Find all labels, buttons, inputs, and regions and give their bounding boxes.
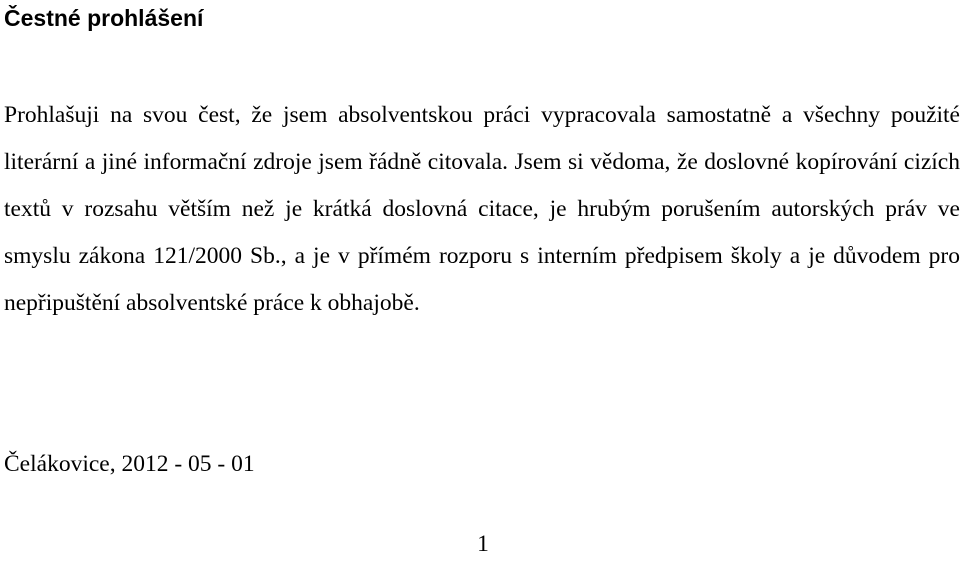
page-number: 1 bbox=[477, 531, 489, 557]
page-title: Čestné prohlášení bbox=[4, 5, 204, 31]
place-and-date: Čelákovice, 2012 - 05 - 01 bbox=[4, 451, 255, 477]
page-footer bbox=[0, 524, 960, 564]
declaration-paragraph: Prohlašuji na svou čest, že jsem absolventskou práci vypracovala samostatně a všechny použité literární a jiné informační zdroje jsem řádně citovala. Jsem si vědoma, že doslovné kopírování cizích textů v rozsahu větším než je krátká doslovná citace, je hrubým porušením autorských práv ve smyslu zákona 121/2000 Sb., a je v přímém rozporu s interním předpisem školy a je důvodem pro nepřipuštění absolventské práce k obhajobě. bbox=[4, 102, 960, 316]
